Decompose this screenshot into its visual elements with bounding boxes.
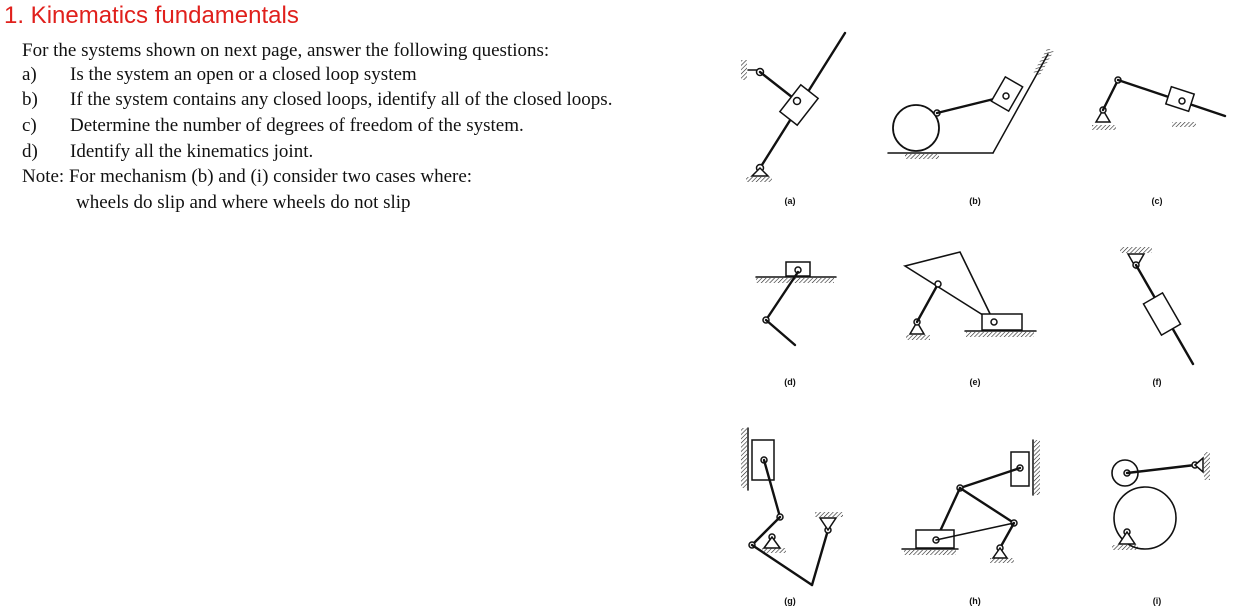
figure-caption-b: (b) bbox=[969, 196, 981, 206]
mechanism-d bbox=[756, 262, 836, 345]
mechanism-f bbox=[1120, 247, 1193, 364]
question-label: d) bbox=[22, 141, 38, 162]
mechanism-b bbox=[888, 48, 1054, 159]
question-label: c) bbox=[22, 115, 37, 136]
mechanism-g bbox=[741, 428, 843, 585]
question-label: b) bbox=[22, 89, 38, 110]
note-detail-text: wheels do slip and where wheels do not slip bbox=[76, 192, 411, 213]
question-text: Is the system an open or a closed loop system bbox=[70, 64, 417, 85]
mechanism-figures bbox=[705, 0, 1244, 614]
figure-caption-e: (e) bbox=[969, 377, 981, 387]
mechanism-a bbox=[741, 33, 845, 182]
figure-caption-a: (a) bbox=[784, 196, 796, 206]
question-label: a) bbox=[22, 64, 37, 85]
figure-caption-d: (d) bbox=[784, 377, 796, 387]
question-text: Identify all the kinematics joint. bbox=[70, 141, 314, 162]
figure-caption-c: (c) bbox=[1151, 196, 1163, 206]
section-title: 1. Kinematics fundamentals bbox=[4, 2, 299, 29]
figure-caption-g: (g) bbox=[784, 596, 796, 606]
figure-caption-h: (h) bbox=[969, 596, 981, 606]
figure-caption-f: (f) bbox=[1152, 377, 1162, 387]
note-text: Note: For mechanism (b) and (i) consider two cases where: bbox=[22, 166, 473, 187]
intro-text: For the systems shown on next page, answer the following questions: bbox=[22, 40, 550, 61]
figure-caption-i: (i) bbox=[1152, 596, 1162, 606]
question-text: Determine the number of degrees of freedom of the system. bbox=[70, 115, 524, 136]
question-text: If the system contains any closed loops, identify all of the closed loops. bbox=[70, 89, 613, 110]
mechanism-h bbox=[902, 440, 1040, 563]
mechanism-c bbox=[1092, 77, 1225, 130]
mechanism-i bbox=[1112, 452, 1210, 550]
mechanism-e bbox=[905, 252, 1036, 340]
